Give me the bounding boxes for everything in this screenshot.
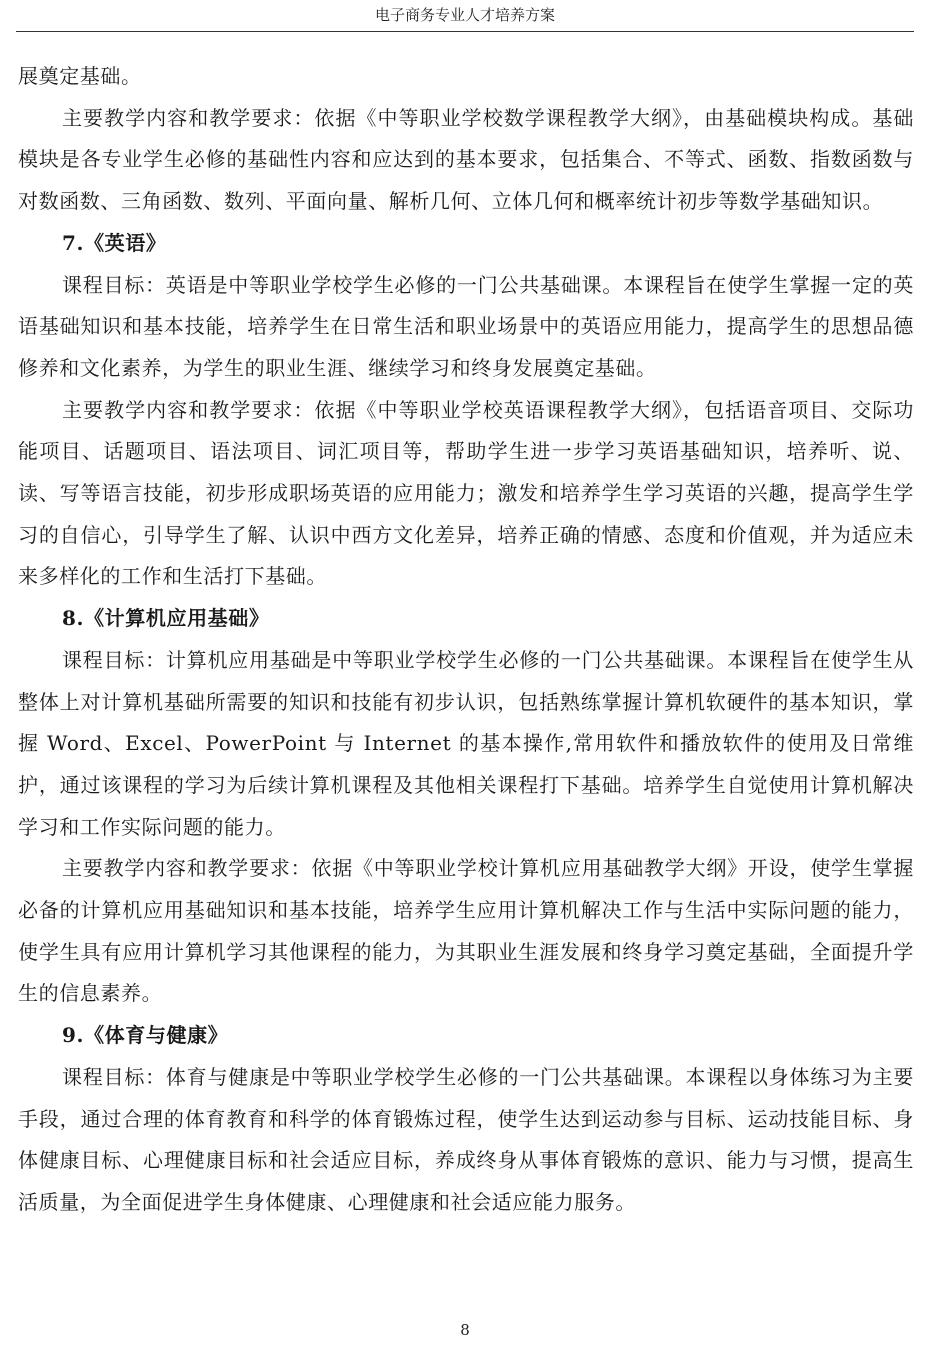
header-divider	[16, 31, 914, 32]
paragraph: 主要教学内容和教学要求：依据《中等职业学校英语课程教学大纲》，包括语音项目、交际功能项目、话题项目、语法项目、词汇项目等，帮助学生进一步学习英语基础知识，培养听、说、读、写等语言技能，初步形成职场英语的应用能力；激发和培养学生学习英语的兴趣，提高学生学习的自信心，引导学生了解、认识中西方文化差异，培养正确的情感、态度和价值观，并为适应未来多样化的工作和生活打下基础。	[18, 397, 914, 589]
page-number: 8	[460, 1321, 470, 1339]
paragraph: 课程目标：体育与健康是中等职业学校学生必修的一门公共基础课。本课程以身体练习为主要手段，通过合理的体育教育和科学的体育锻炼过程，使学生达到运动参与目标、运动技能目标、身体健康目标、心理健康目标和社会适应目标，养成终身从事体育锻炼的意识、能力与习惯，提高生活质量，为全面促进学生身体健康、心理健康和社会适应能力服务。	[18, 1064, 914, 1214]
section-heading: 7.《英语》	[62, 230, 167, 255]
page-header: 电子商务专业人才培养方案	[374, 6, 555, 24]
paragraph: 主要教学内容和教学要求：依据《中等职业学校数学课程教学大纲》，由基础模块构成。基础模块是各专业学生必修的基础性内容和应达到的基本要求，包括集合、不等式、函数、指数函数与对数函数、三角函数、数列、平面向量、解析几何、立体几何和概率统计初步等数学基础知识。	[18, 105, 914, 214]
paragraph: 课程目标：计算机应用基础是中等职业学校学生必修的一门公共基础课。本课程旨在使学生从整体上对计算机基础所需要的知识和技能有初步认识，包括熟练掌握计算机软硬件的基本知识，掌握 Word、Excel、PowerPoint 与 Internet 的基本操作,常用软件和播放软件的使用及日常维护，通过该课程的学习为后续计算机课程及其他相关课程打下基础。培养学生自觉使用计算机解决学习和工作实际问题的能力。	[18, 647, 914, 839]
section-heading: 9.《体育与健康》	[62, 1023, 229, 1048]
paragraph: 展奠定基础。	[18, 64, 142, 88]
section-heading: 8.《计算机应用基础》	[62, 606, 270, 631]
paragraph: 主要教学内容和教学要求：依据《中等职业学校计算机应用基础教学大纲》开设，使学生掌握必备的计算机应用基础知识和基本技能，培养学生应用计算机解决工作与生活中实际问题的能力，使学生具有应用计算机学习其他课程的能力，为其职业生涯发展和终身学习奠定基础，全面提升学生的信息素养。	[18, 856, 914, 1006]
paragraph: 课程目标：英语是中等职业学校学生必修的一门公共基础课。本课程旨在使学生掌握一定的英语基础知识和基本技能，培养学生在日常生活和职业场景中的英语应用能力，提高学生的思想品德修养和文化素养，为学生的职业生涯、继续学习和终身发展奠定基础。	[18, 272, 914, 380]
document-body	[18, 56, 914, 1224]
